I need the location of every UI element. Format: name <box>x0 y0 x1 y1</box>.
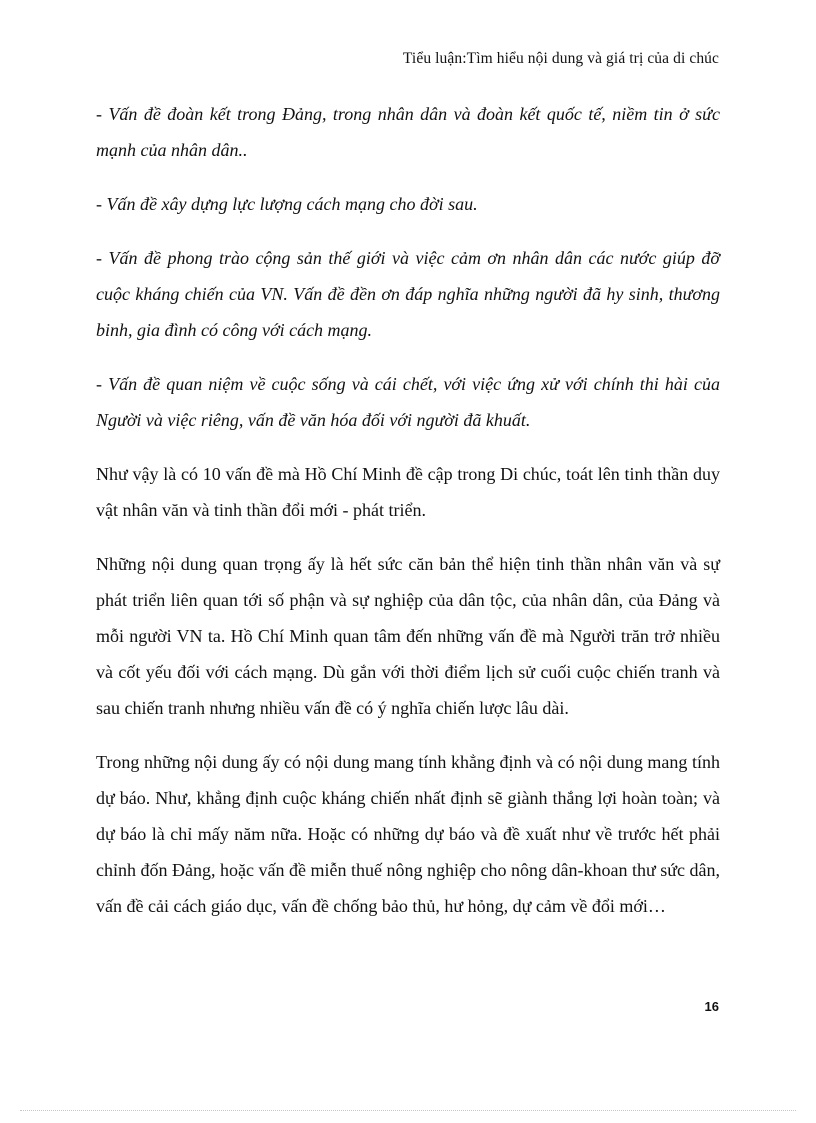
list-item: - Vấn đề đoàn kết trong Đảng, trong nhân dân và đoàn kết quốc tế, niềm tin ở sức mạnh của nhân dân.. <box>96 104 720 160</box>
paragraph: Như vậy là có 10 vấn đề mà Hồ Chí Minh đề cập trong Di chúc, toát lên tinh thần duy vật nhân văn và tinh thần đổi mới - phát triển. <box>96 464 720 520</box>
paragraph: Trong những nội dung ấy có nội dung mang tính khẳng định và có nội dung mang tính dự báo. Như, khẳng định cuộc kháng chiến nhất định sẽ giành thắng lợi hoàn toàn; và dự báo là chỉ mấy năm nữa. Hoặc có những dự báo và đề xuất như về trước hết phải chỉnh đốn Đảng, hoặc vấn đề miễn thuế nông nghiệp cho nông dân-khoan thư sức dân, vấn đề cải cách giáo dục, vấn đề chống bảo thủ, hư hỏng, dự cảm về đổi mới… <box>96 752 720 916</box>
page-header-title: Tiểu luận:Tìm hiểu nội dung và giá trị của di chúc <box>402 50 719 67</box>
list-item: - Vấn đề phong trào cộng sản thế giới và việc cảm ơn nhân dân các nước giúp đỡ cuộc kháng chiến của VN. Vấn đề đền ơn đáp nghĩa những người đã hy sinh, thương binh, gia đình có công với cách mạng. <box>96 248 720 340</box>
document-body <box>96 96 720 942</box>
list-item: - Vấn đề xây dựng lực lượng cách mạng cho đời sau. <box>96 194 478 214</box>
list-item: - Vấn đề quan niệm về cuộc sống và cái chết, với việc ứng xử với chính thi hài của Người và việc riêng, vấn đề văn hóa đối với người đã khuất. <box>96 374 720 430</box>
page-number: 16 <box>704 999 719 1014</box>
paragraph: Những nội dung quan trọng ấy là hết sức căn bản thể hiện tinh thần nhân văn và sự phát triển liên quan tới số phận và sự nghiệp của dân tộc, của nhân dân, của Đảng và mỗi người VN ta. Hồ Chí Minh quan tâm đến những vấn đề mà Người trăn trở nhiều và cốt yếu đối với cách mạng. Dù gắn với thời điểm lịch sử cuối cuộc chiến tranh và sau chiến tranh nhưng nhiều vấn đề có ý nghĩa chiến lược lâu dài. <box>96 554 720 718</box>
page-bottom-divider <box>20 1110 796 1111</box>
